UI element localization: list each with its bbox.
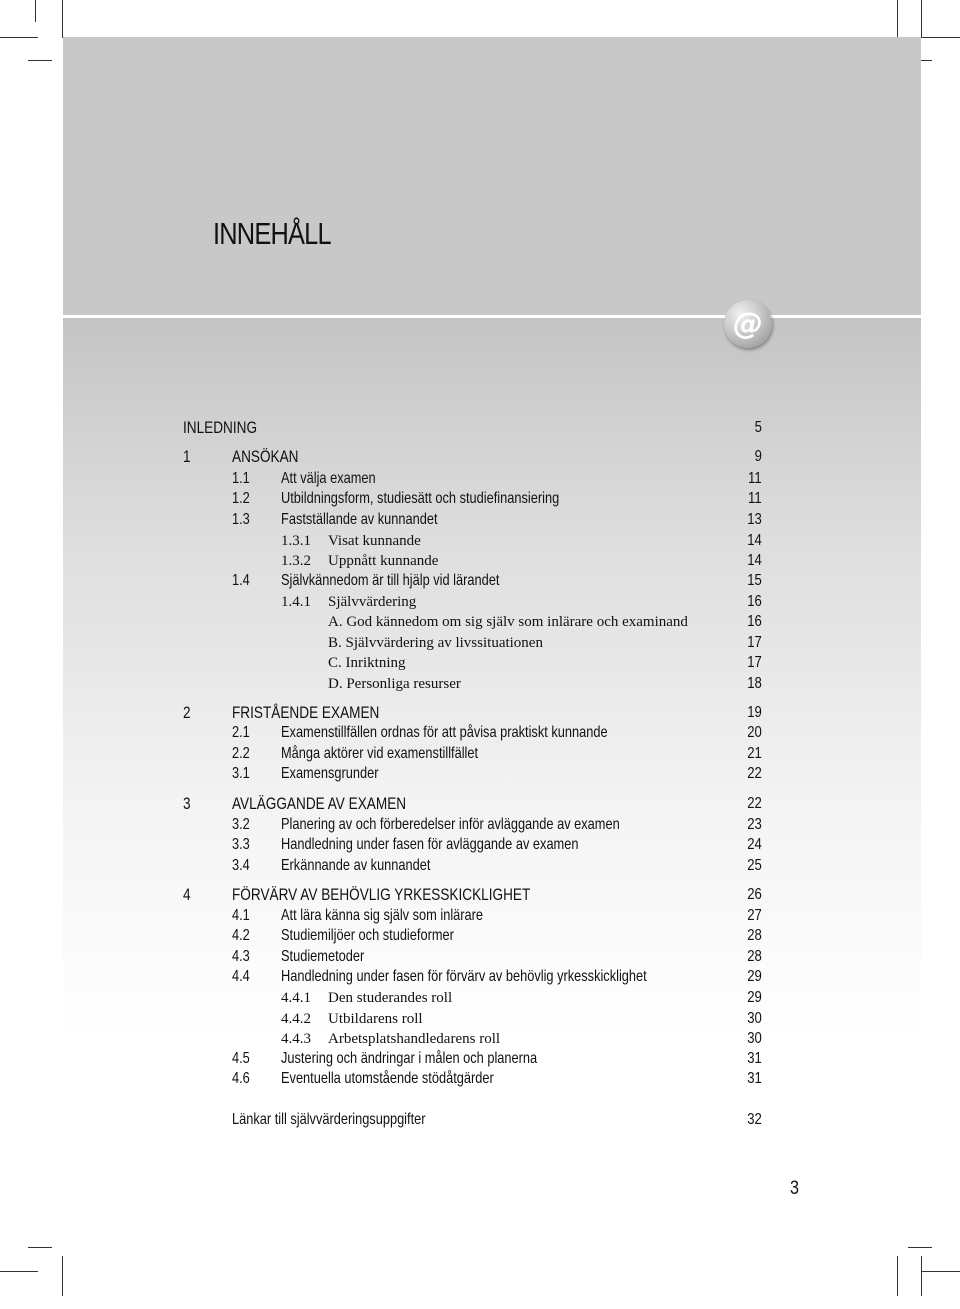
toc-entry [0, 946, 960, 968]
toc-entry-page: 29 [747, 989, 762, 1006]
toc-entry [0, 1068, 960, 1090]
toc-entry-number: 3.3 [232, 836, 250, 853]
toc-entry [0, 1028, 960, 1050]
toc-entry [0, 814, 960, 836]
toc-entry-number: 1.4.1 [281, 594, 311, 610]
toc-entry-title: Justering och ändringar i målen och planerna [281, 1050, 538, 1067]
toc-entry-title: D. Personliga resurser [328, 676, 461, 692]
toc-entry-title: Självvärdering [328, 594, 417, 610]
toc-entry [0, 550, 960, 572]
toc-entry [0, 611, 960, 633]
toc-entry [0, 446, 960, 468]
toc-entry-page: 5 [754, 419, 762, 436]
toc-entry-page: 24 [747, 836, 762, 853]
toc-entry [0, 488, 960, 510]
toc-entry [0, 632, 960, 654]
toc-entry-title: Uppnått kunnande [328, 553, 439, 569]
toc-entry-title: Fastställande av kunnandet [281, 511, 438, 528]
toc-entry-title: Handledning under fasen för förvärv av behövlig yrkesskicklighet [281, 968, 647, 985]
toc-entry-page: 22 [747, 795, 762, 812]
toc-entry-page: 31 [747, 1050, 762, 1067]
toc-entry-page: 28 [747, 948, 762, 965]
toc-entry [0, 925, 960, 947]
toc-entry [0, 763, 960, 785]
toc-entry [0, 793, 960, 815]
toc-entry-title: ANSÖKAN [232, 447, 299, 466]
toc-entry-title: Eventuella utomstående stödåtgärder [281, 1070, 494, 1087]
toc-entry [0, 743, 960, 765]
toc-entry-page: 27 [747, 907, 762, 924]
toc-entry [0, 652, 960, 674]
toc-entry [0, 591, 960, 613]
toc-entry-page: 9 [754, 448, 762, 465]
toc-entry-title: Den studerandes roll [328, 990, 453, 1006]
toc-entry [0, 702, 960, 724]
toc-entry-page: 17 [747, 654, 762, 671]
toc-entry-number: 4.4 [232, 968, 250, 985]
toc-entry-number: 4 [183, 885, 191, 904]
toc-entry [0, 673, 960, 695]
toc-entry-page: 25 [747, 857, 762, 874]
toc-entry-page: 15 [747, 572, 762, 589]
toc-entry-page: 18 [747, 675, 762, 692]
toc-entry-page: 19 [747, 704, 762, 721]
toc-entry [0, 417, 960, 439]
toc-entry-number: 3.2 [232, 816, 250, 833]
toc-entry-title: Planering av och förberedelser inför avläggande av examen [281, 816, 620, 833]
toc-entry-title: C. Inriktning [328, 655, 406, 671]
toc-entry-number: 1.3 [232, 511, 250, 528]
toc-entry [0, 834, 960, 856]
toc-entry-number: 4.5 [232, 1050, 250, 1067]
toc-entry-title: Erkännande av kunnandet [281, 857, 431, 874]
toc-entry [0, 468, 960, 490]
toc-entry-page: 16 [747, 593, 762, 610]
page-title: INNEHÅLL [213, 216, 331, 251]
toc-entry-number: 1.3.2 [281, 553, 311, 569]
at-logo-icon: @ [724, 300, 772, 348]
toc-entry-page: 16 [747, 613, 762, 630]
toc-entry-page: 32 [747, 1111, 762, 1128]
toc-entry-number: 1.1 [232, 470, 250, 487]
toc-entry-title: Att lära känna sig själv som inlärare [281, 907, 484, 924]
toc-entry-number: 4.4.3 [281, 1031, 311, 1047]
toc-entry-page: 22 [747, 765, 762, 782]
toc-entry-title: AVLÄGGANDE AV EXAMEN [232, 794, 407, 813]
page-number: 3 [790, 1178, 799, 1199]
toc-entry-title: Visat kunnande [328, 533, 421, 549]
toc-entry-title: B. Självvärdering av livssituationen [328, 635, 543, 651]
toc-entry [0, 905, 960, 927]
toc-entry [0, 1048, 960, 1070]
toc-entry-page: 17 [747, 634, 762, 651]
toc-entry-page: 23 [747, 816, 762, 833]
toc-entry-page: 31 [747, 1070, 762, 1087]
toc-entry-title: Examenstillfällen ordnas för att påvisa praktiskt kunnande [281, 724, 608, 741]
toc-entry-page: 21 [747, 745, 762, 762]
toc-entry [0, 570, 960, 592]
toc-entry-page: 30 [747, 1030, 762, 1047]
toc-entry-title: Studiemetoder [281, 948, 365, 965]
toc-entry-page: 28 [747, 927, 762, 944]
toc-entry-page: 26 [747, 886, 762, 903]
toc-entry [0, 722, 960, 744]
toc-entry-title: Handledning under fasen för avläggande av examen [281, 836, 579, 853]
toc-entry-number: 1 [183, 447, 191, 466]
toc-entry-number: 4.4.2 [281, 1011, 311, 1027]
toc-entry-title: FRISTÅENDE EXAMEN [232, 703, 380, 722]
toc-entry-number: 2.1 [232, 724, 250, 741]
toc-entry-number: 4.6 [232, 1070, 250, 1087]
toc-entry [0, 530, 960, 552]
toc-entry-page: 20 [747, 724, 762, 741]
toc-entry-number: 4.4.1 [281, 990, 311, 1006]
toc-entry-title: Utbildarens roll [328, 1011, 423, 1027]
toc-entry-number: 1.3.1 [281, 533, 311, 549]
toc-entry-number: 1.2 [232, 490, 250, 507]
toc-entry-page: 14 [747, 552, 762, 569]
toc-entry-number: 3.4 [232, 857, 250, 874]
toc-entry-number: 3 [183, 794, 191, 813]
toc-entry-title: FÖRVÄRV AV BEHÖVLIG YRKESSKICKLIGHET [232, 885, 531, 904]
toc-entry-title: Examensgrunder [281, 765, 379, 782]
toc-entry [0, 509, 960, 531]
toc-entry-page: 29 [747, 968, 762, 985]
toc-entry [0, 855, 960, 877]
toc-entry-title: Studiemiljöer och studieformer [281, 927, 454, 944]
toc-entry-page: 13 [747, 511, 762, 528]
toc-entry-page: 11 [748, 490, 762, 507]
toc-entry-title: A. God kännedom om sig själv som inlärare och examinand [328, 614, 688, 630]
toc-entry-title: Utbildningsform, studiesätt och studiefinansiering [281, 490, 560, 507]
toc-entry-number: 1.4 [232, 572, 250, 589]
toc-entry [0, 987, 960, 1009]
toc-entry-title: Att välja examen [281, 470, 376, 487]
toc-entry-number: INLEDNING [183, 418, 258, 437]
toc-entry-page: 14 [747, 532, 762, 549]
toc-entry-number: 2.2 [232, 745, 250, 762]
toc-entry-title: Självkännedom är till hjälp vid lärandet [281, 572, 500, 589]
toc-entry [0, 1109, 960, 1131]
toc-entry-number: 4.1 [232, 907, 250, 924]
toc-entry-page: 30 [747, 1010, 762, 1027]
toc-entry [0, 884, 960, 906]
toc-entry-title: Arbetsplatshandledarens roll [328, 1031, 501, 1047]
toc-entry-number: 2 [183, 703, 191, 722]
toc-entry-title: Många aktörer vid examenstillfället [281, 745, 479, 762]
toc-entry-page: 11 [748, 470, 762, 487]
toc-entry [0, 1008, 960, 1030]
toc-entry-number: 3.1 [232, 765, 250, 782]
toc-entry-number: 4.2 [232, 927, 250, 944]
toc-entry-title: Länkar till självvärderingsuppgifter [232, 1111, 426, 1128]
toc-entry [0, 966, 960, 988]
toc-entry-number: 4.3 [232, 948, 250, 965]
